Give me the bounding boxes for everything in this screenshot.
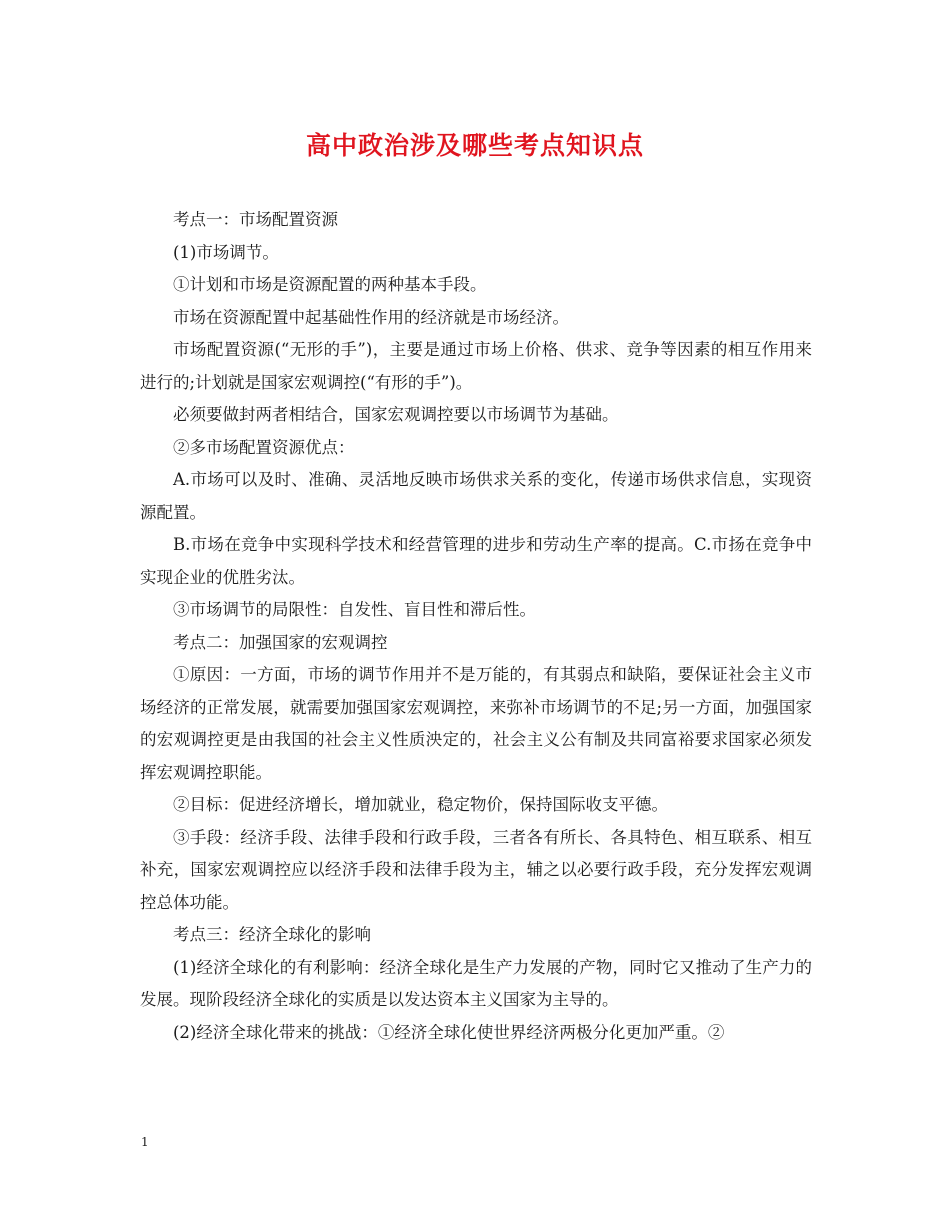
paragraph: B.市场在竞争中实现科学技术和经营管理的进步和劳动生产率的提高。C.市扬在竞争中实现企业的优胜劣汰。 [140,535,812,587]
document-title: 高中政治涉及哪些考点知识点 [305,131,644,160]
paragraph: 考点二：加强国家的宏观调控 [173,632,388,652]
paragraph: 考点三：经济全球化的影响 [173,925,371,944]
paragraph: 市场配置资源(“无形的手”)，主要是通过市场上价格、供求、竞争等因素的相互作用来进行的;计划就是国家宏观调控(“有形的手”)。 [140,340,812,392]
paragraph: (1)市场调节。 [173,242,279,262]
paragraph: ③手段：经济手段、法律手段和行政手段，三者各有所长、各具特色、相互联系、相互补充，国家宏观调控应以经济手段和法律手段为主，辅之以必要行政手段，充分发挥宏观调控总体功能。 [140,827,812,912]
paragraph: (2)经济全球化带来的挑战：①经济全球化使世界经济两极分化更加严重。② [173,1022,725,1042]
paragraph: ③市场调节的局限性：自发性、盲目性和滞后性。 [173,600,536,619]
paragraph: ①计划和市场是资源配置的两种基本手段。 [173,275,487,294]
document-body [140,204,812,1049]
paragraph: A.市场可以及时、准确、灵活地反映市场供求关系的变化，传递市场供求信息，实现资源配置。 [140,470,812,522]
paragraph: ①原因：一方面，市场的调节作用并不是万能的，有其弱点和缺陷，要保证社会主义市场经济的正常发展，就需要加强国家宏观调控，来弥补市场调节的不足;另一方面，加强国家的宏观调控更是由我国的社会主义性质泱定的，社会主义公有制及共同富裕要求国家必须发挥宏观调控职能。 [140,665,812,782]
paragraph: ②目标：促进经济增长，增加就业，稳定物价，保持国际收支平德。 [173,795,668,814]
paragraph: 市场在资源配置中起基础性作用的经济就是市场经济。 [173,307,569,327]
paragraph: ②多市场配置资源优点： [173,437,355,457]
paragraph: 必须要做封两者相结合，国家宏观调控要以市场调节为基础。 [173,405,619,424]
paragraph: 考点一：市场配置资源 [173,210,338,229]
paragraph: (1)经济全球化的有利影响：经济全球化是生产力发展的产物，同时它又推动了生产力的发展。现阶段经济全球化的实质是以发达资本主义国家为主导的。 [140,957,812,1009]
page-number: 1 [141,1135,149,1149]
